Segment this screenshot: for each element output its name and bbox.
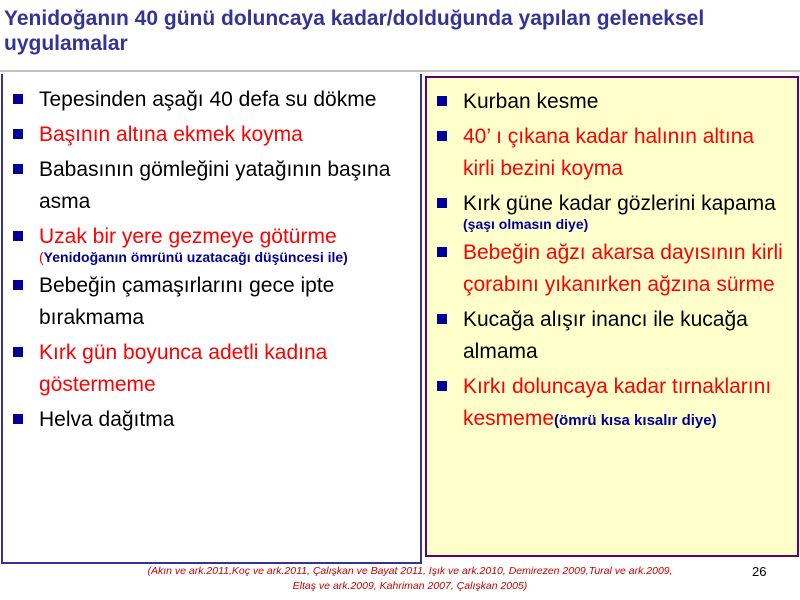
square-bullet-icon — [13, 280, 23, 290]
item-text: Kırk güne kadar gözlerini kapama — [463, 192, 776, 215]
right-panel — [425, 76, 799, 557]
square-bullet-icon — [13, 129, 23, 139]
item-text: Babasının gömleğini yatağının başına asma — [39, 158, 391, 213]
list-item — [435, 371, 791, 435]
item-inline-note: (ömrü kısa kısalır diye) — [554, 412, 717, 429]
list-item — [11, 270, 414, 334]
square-bullet-icon — [13, 414, 23, 424]
item-text: Uzak bir yere gezmeye götürme — [39, 225, 337, 248]
list-item — [11, 154, 414, 218]
list-item — [11, 221, 414, 267]
item-text: Kırkı doluncaya kadar tırnaklarını kesmeme — [463, 375, 772, 430]
item-text: Kucağa alışır inancı ile kucağa almama — [463, 308, 748, 363]
list-item — [435, 121, 791, 185]
item-text: Kurban kesme — [463, 90, 599, 113]
left-list — [3, 74, 420, 436]
square-bullet-icon — [437, 198, 447, 208]
title-divider — [0, 70, 800, 72]
list-item — [11, 337, 414, 401]
square-bullet-icon — [437, 381, 447, 391]
square-bullet-icon — [13, 347, 23, 357]
square-bullet-icon — [437, 314, 447, 324]
list-item — [435, 188, 791, 234]
note-text: Yenidoğanın ömrünü uzatacağı düşüncesi ile) — [43, 249, 348, 265]
item-text: Helva dağıtma — [39, 408, 175, 431]
list-item — [11, 404, 414, 436]
item-text: Başının altına ekmek koyma — [39, 123, 303, 146]
list-item — [435, 304, 791, 368]
citation-line-1: (Akın ve ark.2011,Koç ve ark.2011, Çalışkan ve Bayat 2011, Işık ve ark.2010, Demirezen 2009,Tural ve ark.2009, — [147, 565, 673, 577]
citation — [110, 564, 710, 594]
item-text: 40’ ı çıkana kadar halının altına kirli bezini koyma — [463, 125, 755, 180]
citation-line-2: Eltaş ve ark.2009, Kahriman 2007, Çalışkan 2005) — [292, 580, 528, 592]
list-item — [11, 84, 414, 116]
square-bullet-icon — [437, 96, 447, 106]
square-bullet-icon — [437, 131, 447, 141]
item-text: Tepesinden aşağı 40 defa su dökme — [39, 88, 377, 111]
left-panel — [1, 74, 422, 564]
list-item — [11, 119, 414, 151]
item-text: Bebeğin çamaşırlarını gece ipte bırakmama — [39, 274, 335, 329]
list-item — [435, 237, 791, 301]
slide-title: Yenidoğanın 40 günü doluncaya kadar/dolduğunda yapılan geleneksel uygulamalar — [4, 7, 705, 55]
page-number: 26 — [752, 564, 767, 579]
item-note — [39, 247, 414, 267]
square-bullet-icon — [13, 164, 23, 174]
list-item — [435, 86, 791, 118]
square-bullet-icon — [13, 94, 23, 104]
item-text: Kırk gün boyunca adetli kadına göstermeme — [39, 341, 328, 396]
item-text: Bebeğin ağzı akarsa dayısının kirli çorabını yıkanırken ağzına sürme — [463, 241, 783, 296]
square-bullet-icon — [13, 231, 23, 241]
note-open-paren: ( — [39, 249, 44, 265]
item-note: (şaşı olmasın diye) — [463, 216, 589, 232]
square-bullet-icon — [437, 247, 447, 257]
right-list — [427, 78, 797, 435]
